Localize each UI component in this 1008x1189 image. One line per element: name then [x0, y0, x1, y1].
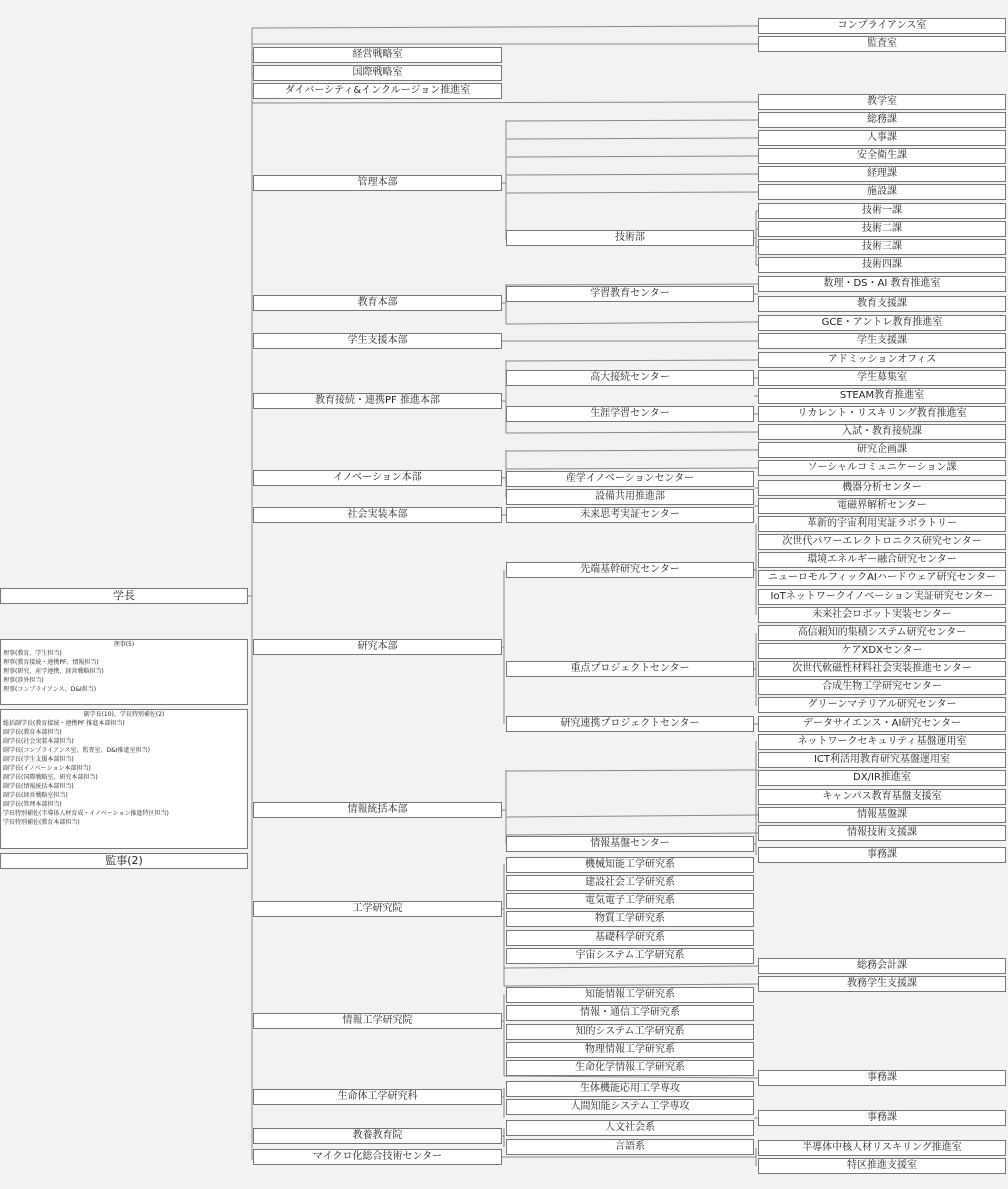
- director-item: 理事(教育接続・連携PF、情報担当): [3, 659, 99, 666]
- org-box: 環境エネルギー融合研究センター: [758, 552, 1006, 568]
- org-box: 情報・通信工学研究系: [506, 1005, 754, 1021]
- org-box: 技術四課: [758, 257, 1006, 273]
- vice-presidents-header: 副学長(10)、学長特別補佐(2): [83, 711, 165, 718]
- org-box: 言語系: [506, 1139, 754, 1155]
- org-box: 事務課: [758, 1110, 1006, 1126]
- org-box: 知的システム工学研究系: [506, 1024, 754, 1040]
- org-box: マイクロ化総合技術センター: [253, 1149, 502, 1165]
- vice-president-item: 副学長(社会実装本部担当): [3, 738, 74, 745]
- org-box: 技術三課: [758, 239, 1006, 255]
- org-box: 未来思考実証センター: [506, 507, 754, 523]
- org-box: 宇宙システム工学研究系: [506, 948, 754, 964]
- org-box: 合成生物工学研究センター: [758, 679, 1006, 695]
- directors-panel: [0, 639, 248, 705]
- org-box: 重点プロジェクトセンター: [506, 661, 754, 677]
- org-box: 技術二課: [758, 221, 1006, 237]
- vice-president-item: 副学長(イノベーション本部担当): [3, 765, 91, 772]
- director-item: 理事(教育、学生担当): [3, 650, 62, 657]
- org-box: 施設課: [758, 184, 1006, 200]
- org-box: 社会実装本部: [253, 507, 502, 523]
- org-box: 総務会計課: [758, 958, 1006, 974]
- org-box: ICT利活用教育研究基盤運用室: [758, 752, 1006, 768]
- vice-president-item: 副学長(コンプライアンス室、監査室、D&I推進室担当): [3, 747, 150, 754]
- org-box: GCE・アントレ教育推進室: [758, 315, 1006, 331]
- org-box: 次世代パワーエレクトロニクス研究センター: [758, 534, 1006, 550]
- org-box: 技術一課: [758, 203, 1006, 219]
- vice-president-item: 学長特別補佐(教育本部担当): [3, 819, 80, 826]
- org-box: 基礎科学研究系: [506, 930, 754, 946]
- org-box: 研究企画課: [758, 442, 1006, 458]
- org-box: 物理情報工学研究系: [506, 1042, 754, 1058]
- org-box: 経理課: [758, 166, 1006, 182]
- org-box: DX/IR推進室: [758, 770, 1006, 786]
- org-box: 機械知能工学研究系: [506, 857, 754, 873]
- org-box: 事務課: [758, 1070, 1006, 1086]
- org-box: 人事課: [758, 130, 1006, 146]
- org-box: 物質工学研究系: [506, 911, 754, 927]
- vice-president-item: 副学長(教育本部担当): [3, 729, 62, 736]
- org-box: 生命化学情報工学研究系: [506, 1060, 754, 1076]
- org-box: 人文社会系: [506, 1120, 754, 1136]
- org-box: 教学室: [758, 94, 1006, 110]
- org-box: 教育本部: [253, 295, 502, 311]
- org-box: IoTネットワークイノベーション実証研究センター: [758, 589, 1006, 605]
- org-box: ケアXDXセンター: [758, 643, 1006, 659]
- org-box: 生体機能応用工学専攻: [506, 1081, 754, 1097]
- org-box: コンプライアンス室: [758, 18, 1006, 34]
- org-box: 学生支援本部: [253, 333, 502, 349]
- org-box: ネットワークセキュリティ基盤運用室: [758, 734, 1006, 750]
- org-box: 電気電子工学研究系: [506, 893, 754, 909]
- org-box: アドミッションオフィス: [758, 352, 1006, 368]
- org-box: 国際戦略室: [253, 65, 502, 81]
- org-box: 学生募集室: [758, 370, 1006, 386]
- org-box: 学習教育センター: [506, 286, 754, 302]
- org-box: 数理・DS・AI 教育推進室: [758, 276, 1006, 292]
- org-box: 情報基盤課: [758, 807, 1006, 823]
- org-box: 未来社会ロボット実装センター: [758, 607, 1006, 623]
- vice-president-item: 副学長(情報統括本部担当): [3, 783, 74, 790]
- org-box: 工学研究院: [253, 901, 502, 917]
- org-box: 教育接続・連携PF 推進本部: [253, 393, 502, 409]
- president-box: 学長: [0, 588, 248, 604]
- org-box: 生涯学習センター: [506, 406, 754, 422]
- org-box: 高信頼知的集積システム研究センター: [758, 625, 1006, 641]
- org-box: 教育支援課: [758, 296, 1006, 312]
- org-box: 情報基盤センター: [506, 836, 754, 852]
- org-box: 入試・教育接続課: [758, 424, 1006, 440]
- org-box: イノベーション本部: [253, 470, 502, 486]
- org-box: ニューロモルフィックAIハードウェア研究センター: [758, 570, 1006, 586]
- director-item: 理事(研究、産学連携、経営戦略担当): [3, 668, 104, 675]
- org-box: 事務課: [758, 847, 1006, 863]
- org-box: 建設社会工学研究系: [506, 875, 754, 891]
- org-box: リカレント・リスキリング教育推進室: [758, 406, 1006, 422]
- vice-president-item: 副学長(学生支援本部担当): [3, 756, 74, 763]
- org-box: 研究連携プロジェクトセンター: [506, 716, 754, 732]
- org-box: 学生支援課: [758, 333, 1006, 349]
- org-box: 教養教育院: [253, 1128, 502, 1144]
- org-box: 産学イノベーションセンター: [506, 471, 754, 487]
- org-box: 技術部: [506, 230, 754, 246]
- org-box: ソーシャルコミュニケーション課: [758, 460, 1006, 476]
- org-box: キャンパス教育基盤支援室: [758, 789, 1006, 805]
- vice-presidents-panel: [0, 709, 248, 849]
- vice-president-item: 学長特別補佐(半導体人材育成・イノベーション推進特区担当): [3, 810, 169, 817]
- org-box: STEAM教育推進室: [758, 388, 1006, 404]
- org-box: 機器分析センター: [758, 480, 1006, 496]
- directors-header: 理事(5): [113, 641, 135, 648]
- org-box: 情報工学研究院: [253, 1013, 502, 1029]
- org-box: 総務課: [758, 112, 1006, 128]
- org-box: 情報統括本部: [253, 802, 502, 818]
- org-box: 管理本部: [253, 175, 502, 191]
- org-box: 教務学生支援課: [758, 976, 1006, 992]
- org-box: 知能情報工学研究系: [506, 987, 754, 1003]
- director-item: 理事(渉外担当): [3, 677, 44, 684]
- org-box: 特区推進支援室: [758, 1158, 1006, 1174]
- org-box: 人間知能システム工学専攻: [506, 1099, 754, 1115]
- org-box: ダイバーシティ&インクルージョン推進室: [253, 83, 502, 99]
- org-box: 情報技術支援課: [758, 825, 1006, 841]
- vice-president-item: 総括副学長(教育接続・連携PF 推進本部担当): [3, 720, 125, 727]
- vice-president-item: 副学長(管理本部担当): [3, 801, 62, 808]
- director-item: 理事(コンプライアンス、D&I担当): [3, 686, 97, 693]
- org-box: 安全衛生課: [758, 148, 1006, 164]
- org-box: 高大接続センター: [506, 370, 754, 386]
- org-box: 次世代軟磁性材料社会実装推進センター: [758, 661, 1006, 677]
- org-box: グリーンマテリアル研究センター: [758, 697, 1006, 713]
- vice-president-item: 副学長(国際戦略室、研究本部担当): [3, 774, 98, 781]
- org-box: 生命体工学研究科: [253, 1089, 502, 1105]
- org-box: 研究本部: [253, 639, 502, 655]
- org-box: 監査室: [758, 36, 1006, 52]
- org-box: 経営戦略室: [253, 47, 502, 63]
- org-box: 設備共用推進部: [506, 489, 754, 505]
- vice-president-item: 副学長(経営戦略室担当): [3, 792, 68, 799]
- org-box: 半導体中核人材リスキリング推進室: [758, 1140, 1006, 1156]
- auditors-box: 監事(2): [0, 853, 248, 869]
- org-box: データサイエンス・AI研究センター: [758, 716, 1006, 732]
- org-box: 電磁界解析センター: [758, 498, 1006, 514]
- org-box: 先端基幹研究センター: [506, 562, 754, 578]
- org-box: 革新的宇宙利用実証ラボラトリー: [758, 516, 1006, 532]
